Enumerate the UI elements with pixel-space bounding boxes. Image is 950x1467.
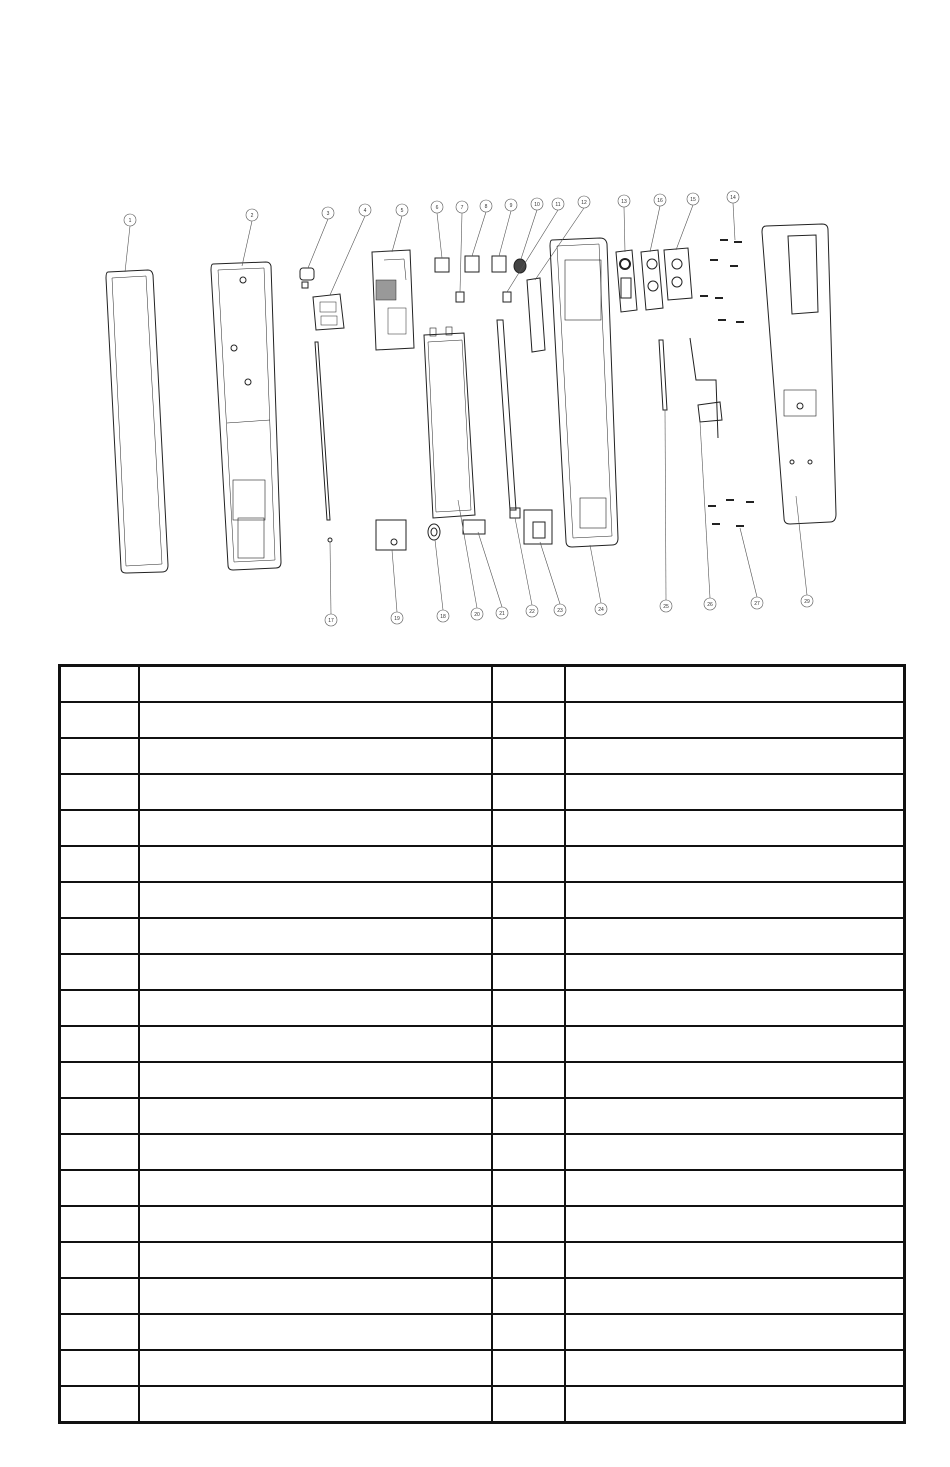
part-number-cell xyxy=(492,1170,565,1206)
svg-text:21: 21 xyxy=(499,611,505,617)
callout-16 xyxy=(650,194,666,252)
svg-text:13: 13 xyxy=(621,199,627,205)
table-row xyxy=(60,1242,905,1278)
part-name-cell xyxy=(139,1386,492,1423)
part-number-cell xyxy=(492,918,565,954)
part-name-cell xyxy=(565,1098,905,1134)
part-number-cell xyxy=(60,666,139,703)
part-front-camera xyxy=(300,268,314,288)
part-number-cell xyxy=(60,1026,139,1062)
callout-25 xyxy=(660,410,672,612)
part-name-cell xyxy=(565,882,905,918)
part-number-cell xyxy=(60,810,139,846)
callout-20 xyxy=(458,500,483,620)
part-number-cell xyxy=(492,1098,565,1134)
part-number-cell xyxy=(492,1242,565,1278)
part-name-cell xyxy=(139,1278,492,1314)
table-row xyxy=(60,738,905,774)
part-name-cell xyxy=(139,1206,492,1242)
part-name-cell xyxy=(139,1134,492,1170)
svg-text:11: 11 xyxy=(555,202,561,208)
part-name-cell xyxy=(565,1170,905,1206)
part-number-cell xyxy=(60,1134,139,1170)
table-row xyxy=(60,918,905,954)
table-row xyxy=(60,1098,905,1134)
part-name-cell xyxy=(139,1062,492,1098)
part-name-cell xyxy=(139,882,492,918)
svg-text:12: 12 xyxy=(581,200,587,206)
part-number-cell xyxy=(492,1134,565,1170)
callout-21 xyxy=(478,532,508,619)
part-side-flex-cables xyxy=(659,338,722,438)
svg-text:15: 15 xyxy=(690,197,696,203)
svg-text:3: 3 xyxy=(326,211,330,217)
callout-11 xyxy=(507,198,564,292)
part-number-cell xyxy=(492,1386,565,1423)
part-name-cell xyxy=(565,846,905,882)
callout-7 xyxy=(456,201,468,292)
svg-text:18: 18 xyxy=(440,614,446,620)
part-rear-housing xyxy=(527,238,618,547)
svg-text:24: 24 xyxy=(598,607,604,613)
callout-9 xyxy=(499,199,517,256)
table-row xyxy=(60,1350,905,1386)
part-number-cell xyxy=(60,1206,139,1242)
svg-text:7: 7 xyxy=(460,205,464,211)
part-number-cell xyxy=(60,918,139,954)
part-name-cell xyxy=(565,1386,905,1423)
part-name-cell xyxy=(565,666,905,703)
table-row xyxy=(60,1386,905,1423)
part-number-cell xyxy=(60,846,139,882)
part-name-cell xyxy=(565,810,905,846)
part-sub-board xyxy=(376,520,406,550)
part-back-cover xyxy=(762,224,836,524)
part-name-cell xyxy=(565,1350,905,1386)
part-name-cell xyxy=(565,1206,905,1242)
table-row xyxy=(60,810,905,846)
part-main-board xyxy=(372,250,414,350)
part-number-cell xyxy=(60,1278,139,1314)
part-name-cell xyxy=(139,1242,492,1278)
callout-19 xyxy=(391,550,403,624)
part-number-cell xyxy=(492,882,565,918)
part-middle-frame xyxy=(211,262,281,570)
part-number-cell xyxy=(60,1386,139,1423)
svg-text:26: 26 xyxy=(707,602,713,608)
part-flex-cable-center xyxy=(497,320,520,518)
parts-table-body xyxy=(60,666,905,1423)
callout-13 xyxy=(618,195,630,252)
part-name-cell xyxy=(139,810,492,846)
part-name-cell xyxy=(139,990,492,1026)
part-name-cell xyxy=(139,846,492,882)
part-name-cell xyxy=(565,702,905,738)
part-name-cell xyxy=(139,918,492,954)
part-number-cell xyxy=(492,1350,565,1386)
part-number-cell xyxy=(60,1170,139,1206)
part-number-cell xyxy=(60,1242,139,1278)
part-name-cell xyxy=(139,1026,492,1062)
callout-24 xyxy=(590,545,607,615)
callout-18 xyxy=(435,540,449,622)
callout-23 xyxy=(540,542,566,616)
part-name-cell xyxy=(139,774,492,810)
part-sim-tray xyxy=(313,294,344,330)
part-number-cell xyxy=(492,846,565,882)
part-number-cell xyxy=(492,990,565,1026)
svg-text:4: 4 xyxy=(363,208,367,214)
part-number-cell xyxy=(492,1026,565,1062)
part-name-cell xyxy=(565,1062,905,1098)
table-row xyxy=(60,1134,905,1170)
part-name-cell xyxy=(565,1314,905,1350)
callout-5 xyxy=(392,204,408,252)
callout-10 xyxy=(521,198,543,259)
part-name-cell xyxy=(139,1350,492,1386)
callout-2 xyxy=(242,209,258,266)
svg-text:27: 27 xyxy=(754,601,760,607)
callout-14 xyxy=(727,191,739,240)
part-speaker xyxy=(428,524,440,540)
table-row xyxy=(60,1206,905,1242)
part-number-cell xyxy=(60,1350,139,1386)
part-number-cell xyxy=(492,1062,565,1098)
callout-26 xyxy=(700,422,716,610)
exploded-view-diagram xyxy=(0,180,950,640)
part-name-cell xyxy=(565,1134,905,1170)
callout-8 xyxy=(472,200,492,256)
part-name-cell xyxy=(565,990,905,1026)
part-flex-cable-left xyxy=(315,342,332,542)
table-row xyxy=(60,1062,905,1098)
part-name-cell xyxy=(139,738,492,774)
part-number-cell xyxy=(492,738,565,774)
parts-list-table xyxy=(58,664,906,1424)
table-row xyxy=(60,990,905,1026)
svg-text:10: 10 xyxy=(534,202,540,208)
part-number-cell xyxy=(60,774,139,810)
part-name-cell xyxy=(565,1242,905,1278)
part-name-cell xyxy=(139,1314,492,1350)
callout-27 xyxy=(740,528,763,609)
svg-text:1: 1 xyxy=(128,218,132,224)
table-row xyxy=(60,846,905,882)
part-screws xyxy=(700,240,754,526)
part-name-cell xyxy=(139,954,492,990)
part-number-cell xyxy=(492,954,565,990)
callout-17 xyxy=(325,542,337,626)
callout-6 xyxy=(431,201,443,258)
callout-3 xyxy=(308,207,334,268)
table-row xyxy=(60,1278,905,1314)
part-camera-modules xyxy=(435,256,526,302)
part-name-cell xyxy=(565,1278,905,1314)
part-name-cell xyxy=(139,666,492,703)
part-name-cell xyxy=(565,738,905,774)
part-number-cell xyxy=(492,702,565,738)
svg-text:5: 5 xyxy=(400,208,404,214)
part-name-cell xyxy=(565,918,905,954)
part-name-cell xyxy=(565,954,905,990)
table-row xyxy=(60,702,905,738)
callout-29 xyxy=(796,496,813,607)
part-number-cell xyxy=(492,810,565,846)
part-brackets xyxy=(463,510,552,544)
callout-22 xyxy=(515,518,538,617)
part-number-cell xyxy=(492,666,565,703)
callout-15 xyxy=(676,193,699,250)
callout-12 xyxy=(535,196,590,280)
callout-4 xyxy=(330,204,371,295)
part-name-cell xyxy=(565,1026,905,1062)
svg-text:16: 16 xyxy=(657,198,663,204)
part-number-cell xyxy=(492,774,565,810)
svg-text:2: 2 xyxy=(250,213,254,219)
svg-text:17: 17 xyxy=(328,618,334,624)
part-display-panel xyxy=(106,270,168,573)
part-name-cell xyxy=(139,1098,492,1134)
part-number-cell xyxy=(60,882,139,918)
part-number-cell xyxy=(60,702,139,738)
part-number-cell xyxy=(60,1098,139,1134)
svg-text:19: 19 xyxy=(394,616,400,622)
part-number-cell xyxy=(492,1206,565,1242)
svg-text:8: 8 xyxy=(484,204,488,210)
table-row xyxy=(60,774,905,810)
part-number-cell xyxy=(60,990,139,1026)
part-number-cell xyxy=(492,1278,565,1314)
part-number-cell xyxy=(60,954,139,990)
svg-text:23: 23 xyxy=(557,608,563,614)
part-name-cell xyxy=(139,702,492,738)
part-camera-covers xyxy=(616,248,692,312)
part-number-cell xyxy=(60,738,139,774)
svg-text:9: 9 xyxy=(509,203,513,209)
table-row xyxy=(60,1026,905,1062)
part-name-cell xyxy=(565,774,905,810)
exploded-view-svg xyxy=(0,180,950,640)
table-row xyxy=(60,954,905,990)
table-row xyxy=(60,1314,905,1350)
part-number-cell xyxy=(60,1314,139,1350)
part-battery xyxy=(424,327,475,518)
svg-text:20: 20 xyxy=(474,612,480,618)
table-row xyxy=(60,666,905,703)
callout-1 xyxy=(124,214,136,272)
svg-text:22: 22 xyxy=(529,609,535,615)
svg-text:14: 14 xyxy=(730,195,736,201)
table-row xyxy=(60,1170,905,1206)
table-row xyxy=(60,882,905,918)
part-number-cell xyxy=(60,1062,139,1098)
part-name-cell xyxy=(139,1170,492,1206)
svg-text:25: 25 xyxy=(663,604,669,610)
svg-text:29: 29 xyxy=(804,599,810,605)
part-number-cell xyxy=(492,1314,565,1350)
svg-text:6: 6 xyxy=(435,205,439,211)
